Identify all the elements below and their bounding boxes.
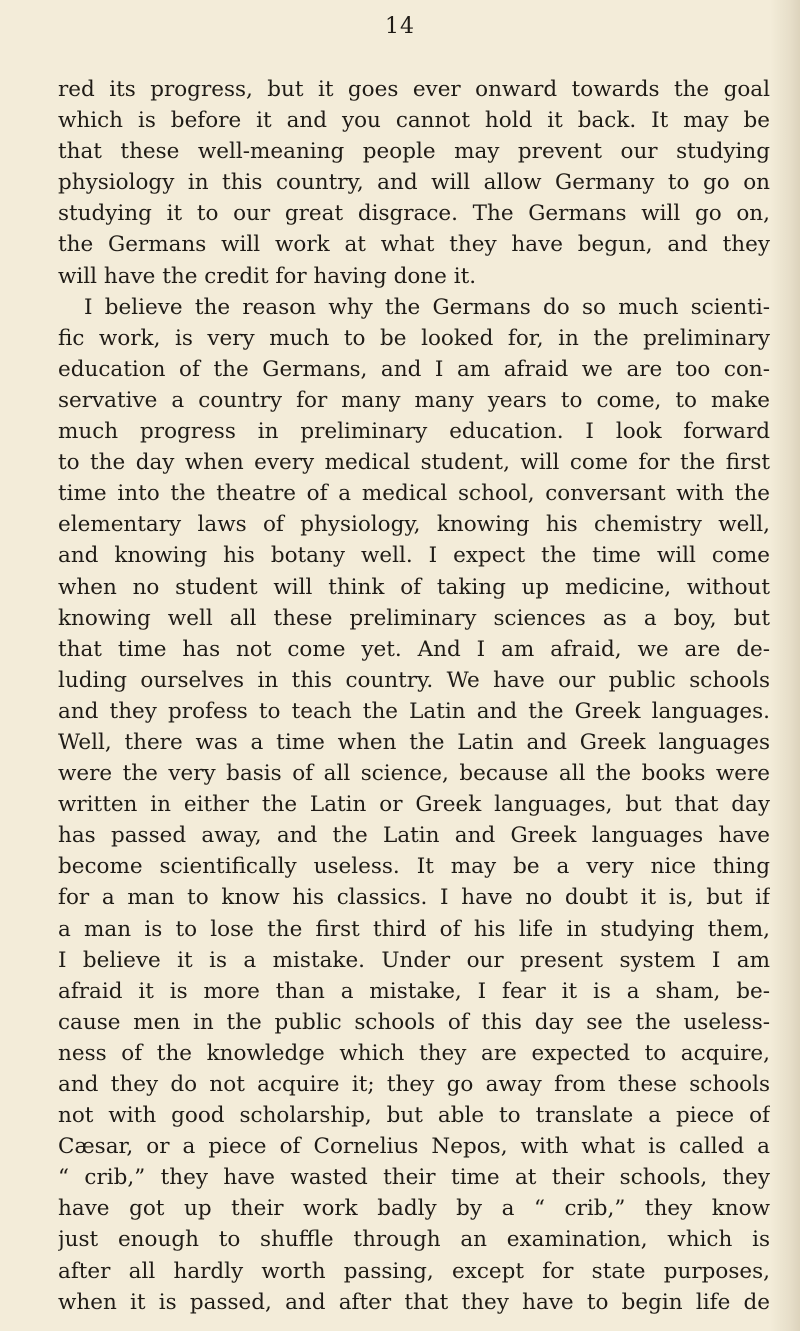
text-line: that time has not come yet. And I am afraid, we are de- xyxy=(58,636,770,662)
text-line: and knowing his botany well. I expect the time will come xyxy=(58,543,770,569)
text-line: after all hardly worth passing, except for state purposes, xyxy=(58,1258,770,1284)
text-line: written in either the Latin or Greek languages, but that day xyxy=(58,792,770,818)
body-text xyxy=(58,74,770,1318)
text-line: a man is to lose the first third of his life in studying them, xyxy=(58,916,770,942)
text-line: education of the Germans, and I am afraid we are too con- xyxy=(58,356,770,382)
text-line: “ crib,” they have wasted their time at their schools, they xyxy=(58,1165,770,1191)
text-line: servative a country for many many years to come, to make xyxy=(58,387,770,413)
text-line: physiology in this country, and will allow Germany to go on xyxy=(58,170,770,196)
text-line: were the very basis of all science, because all the books were xyxy=(58,761,770,787)
text-line: when no student will think of taking up medicine, without xyxy=(58,574,770,600)
text-line: Cæsar, or a piece of Cornelius Nepos, with what is called a xyxy=(58,1134,770,1160)
text-line: has passed away, and the Latin and Greek languages have xyxy=(58,823,770,849)
text-line: Well, there was a time when the Latin and Greek languages xyxy=(58,729,770,755)
page-number: 14 xyxy=(385,14,415,39)
text-line: the Germans will work at what they have begun, and they xyxy=(58,232,770,258)
text-line: red its progress, but it goes ever onward towards the goal xyxy=(58,77,770,102)
text-line: will have the credit for having done it. xyxy=(58,263,477,289)
text-line: just enough to shuffle through an examination, which is xyxy=(58,1227,770,1253)
text-line: time into the theatre of a medical school, conversant with the xyxy=(58,481,770,507)
text-line: and they do not acquire it; they go away from these schools xyxy=(58,1072,770,1097)
text-line: elementary laws of physiology, knowing his chemistry well, xyxy=(58,512,770,538)
text-line: that these well-meaning people may prevent our studying xyxy=(58,139,770,165)
text-line: luding ourselves in this country. We have our public schools xyxy=(58,667,770,693)
text-line: I believe the reason why the Germans do so much scienti- xyxy=(84,294,770,320)
text-line: I believe it is a mistake. Under our present system I am xyxy=(58,947,770,973)
text-line: much progress in preliminary education. I look forward xyxy=(58,419,770,445)
text-line: have got up their work badly by a “ crib,” they know xyxy=(58,1196,770,1222)
text-line: for a man to know his classics. I have no doubt it is, but if xyxy=(58,885,770,911)
text-line: ness of the knowledge which they are expected to acquire, xyxy=(58,1040,770,1066)
text-line: become scientifically useless. It may be a very nice thing xyxy=(58,854,770,880)
text-line: when it is passed, and after that they have to begin life de xyxy=(58,1289,770,1315)
text-line: not with good scholarship, but able to translate a piece of xyxy=(58,1103,770,1129)
text-line: cause men in the public schools of this day see the useless- xyxy=(58,1009,770,1035)
text-line: knowing well all these preliminary sciences as a boy, but xyxy=(58,605,770,631)
text-line: and they profess to teach the Latin and the Greek languages. xyxy=(58,698,770,724)
text-line: studying it to our great disgrace. The Germans will go on, xyxy=(58,201,770,227)
text-line: afraid it is more than a mistake, I fear it is a sham, be- xyxy=(58,978,770,1004)
text-line: to the day when every medical student, will come for the first xyxy=(58,450,770,476)
text-line: fic work, is very much to be looked for, in the preliminary xyxy=(58,325,770,351)
text-line: which is before it and you cannot hold it back. It may be xyxy=(58,108,770,134)
